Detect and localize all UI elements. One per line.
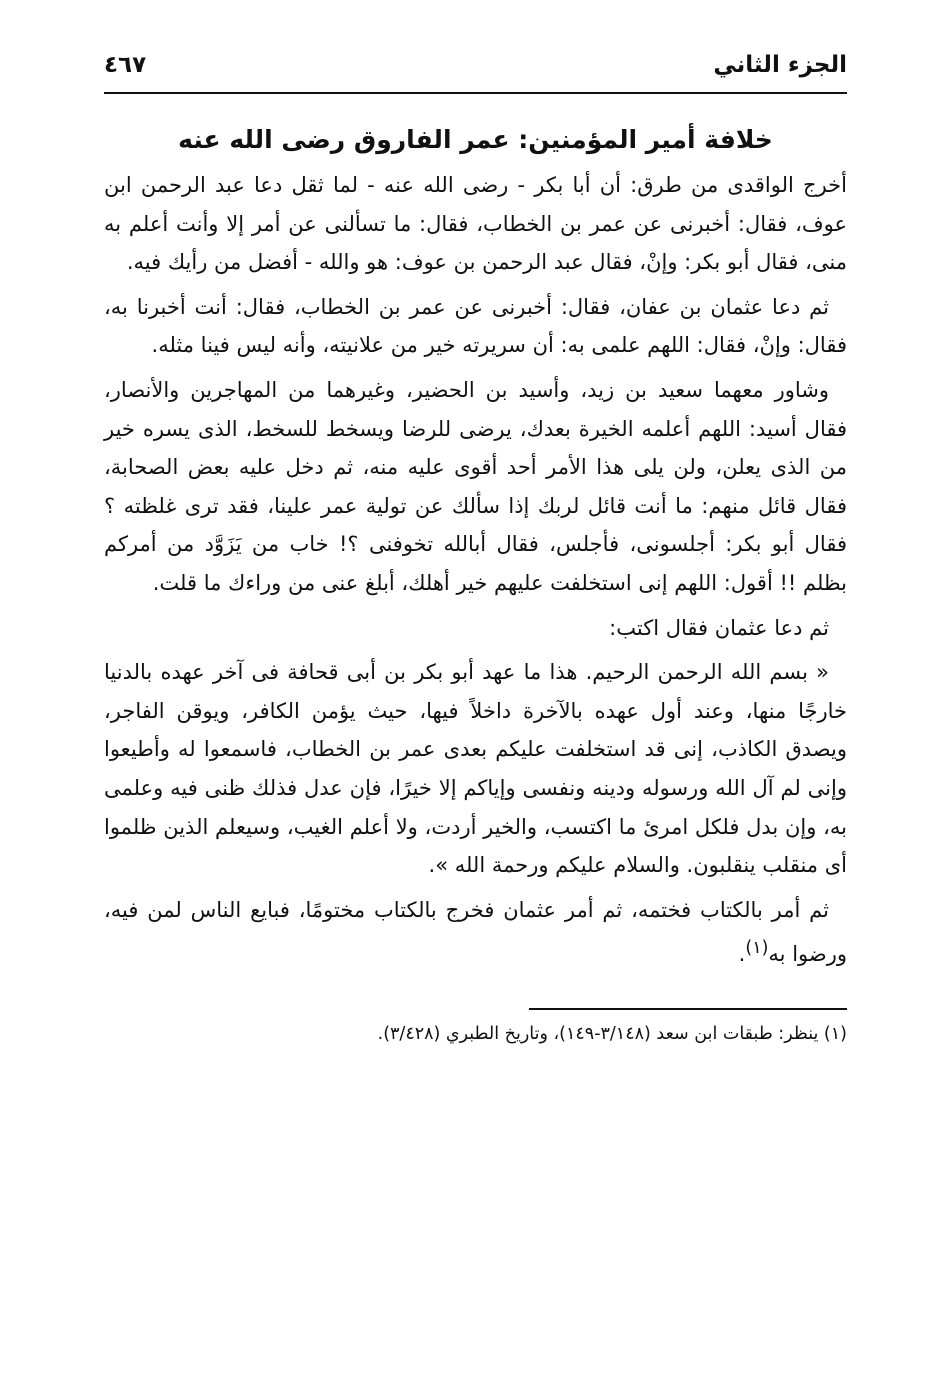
page-number: ٤٦٧	[104, 52, 147, 78]
chapter-title: خلافة أمير المؤمنين: عمر الفاروق رضى الله عنه	[178, 125, 773, 154]
footnote-reference: (١)	[745, 938, 769, 959]
footnote-divider	[529, 1008, 847, 1010]
body-text	[104, 166, 847, 974]
paragraph: ثم دعا عثمان بن عفان، فقال: أخبرنى عن عمر بن الخطاب، فقال: أنت أخبرنا به، فقال: وإنْ، فقال: اللهم علمى به: أن سريرته خير من علانيته، وأنه ليس فينا مثله.	[104, 294, 847, 358]
paragraph: ثم دعا عثمان فقال اكتب:	[609, 615, 829, 640]
paragraph: « بسم الله الرحمن الرحيم. هذا ما عهد أبو بكر بن أبى قحافة فى آخر عهده بالدنيا خارجًا منها، وعند أول عهده بالآخرة داخلاً فيها، حيث يؤمن الكافر، ويوقن الفاجر، ويصدق الكاذب، إنى قد استخلفت عليكم بعدى عمر بن الخطاب، فاسمعوا له وأطيعوا وإنى لم آل الله ورسوله ودينه ونفسى وإياكم إلا خيرًا، فإن عدل فذلك ظنى فيه وعلمى به، وإن بدل فلكل امرئ ما اكتسب، والخير أردت، ولا أعلم الغيب، وسيعلم الذين ظلموا أى منقلب ينقلبون. والسلام عليكم ورحمة الله ».	[104, 660, 847, 878]
paragraph: وشاور معهما سعيد بن زيد، وأسيد بن الحضير، وغيرهما من المهاجرين والأنصار، فقال أسيد: اللهم أعلمه الخيرة بعدك، يرضى للرضا ويسخط للسخط، الذى يسره خير من الذى يعلن، ولن يلى هذا الأمر أحد أقوى عليه منه، ثم دخل عليه بعض الصحابة، فقال قائل منهم: ما أنت قائل لربك إذا سألك عن تولية عمر علينا، فقد ترى غلظته ؟ فقال أبو بكر: أجلسونى، فأجلس، فقال أبالله تخوفنى ؟! خاب من يَزَوَّد من أمركم بظلم !! أقول: اللهم إنى استخلفت عليهم خير أهلك، أبلغ عنى من وراءك ما قلت.	[104, 377, 847, 595]
paragraph: أخرج الواقدى من طرق: أن أبا بكر - رضى الله عنه - لما ثقل دعا عبد الرحمن ابن عوف، فقال: أخبرنى عن عمر بن الخطاب، فقال: ما تسألنى عن أمر إلا وأنت أعلم به منى، فقال أبو بكر: وإنْ، فقال عبد الرحمن بن عوف: هو والله - أفضل من رأيك فيه.	[104, 173, 847, 275]
paragraph-last: ثم أمر بالكتاب فختمه، ثم أمر عثمان فخرج بالكتاب مختومًا، فبايع الناس لمن فيه، ورضوا به$^{(١)}$.	[104, 897, 847, 967]
footnote: (١) ينظر: طبقات ابن سعد (٣/١٤٨-١٤٩)، وتاريخ الطبري (٣/٤٢٨).	[377, 1023, 847, 1044]
paragraph-text: ثم أمر بالكتاب فختمه، ثم أمر عثمان فخرج بالكتاب مختومًا، فبايع الناس لمن فيه، ورضوا به	[104, 897, 847, 967]
running-header	[104, 52, 847, 94]
section-title: الجزء الثاني	[713, 52, 847, 78]
